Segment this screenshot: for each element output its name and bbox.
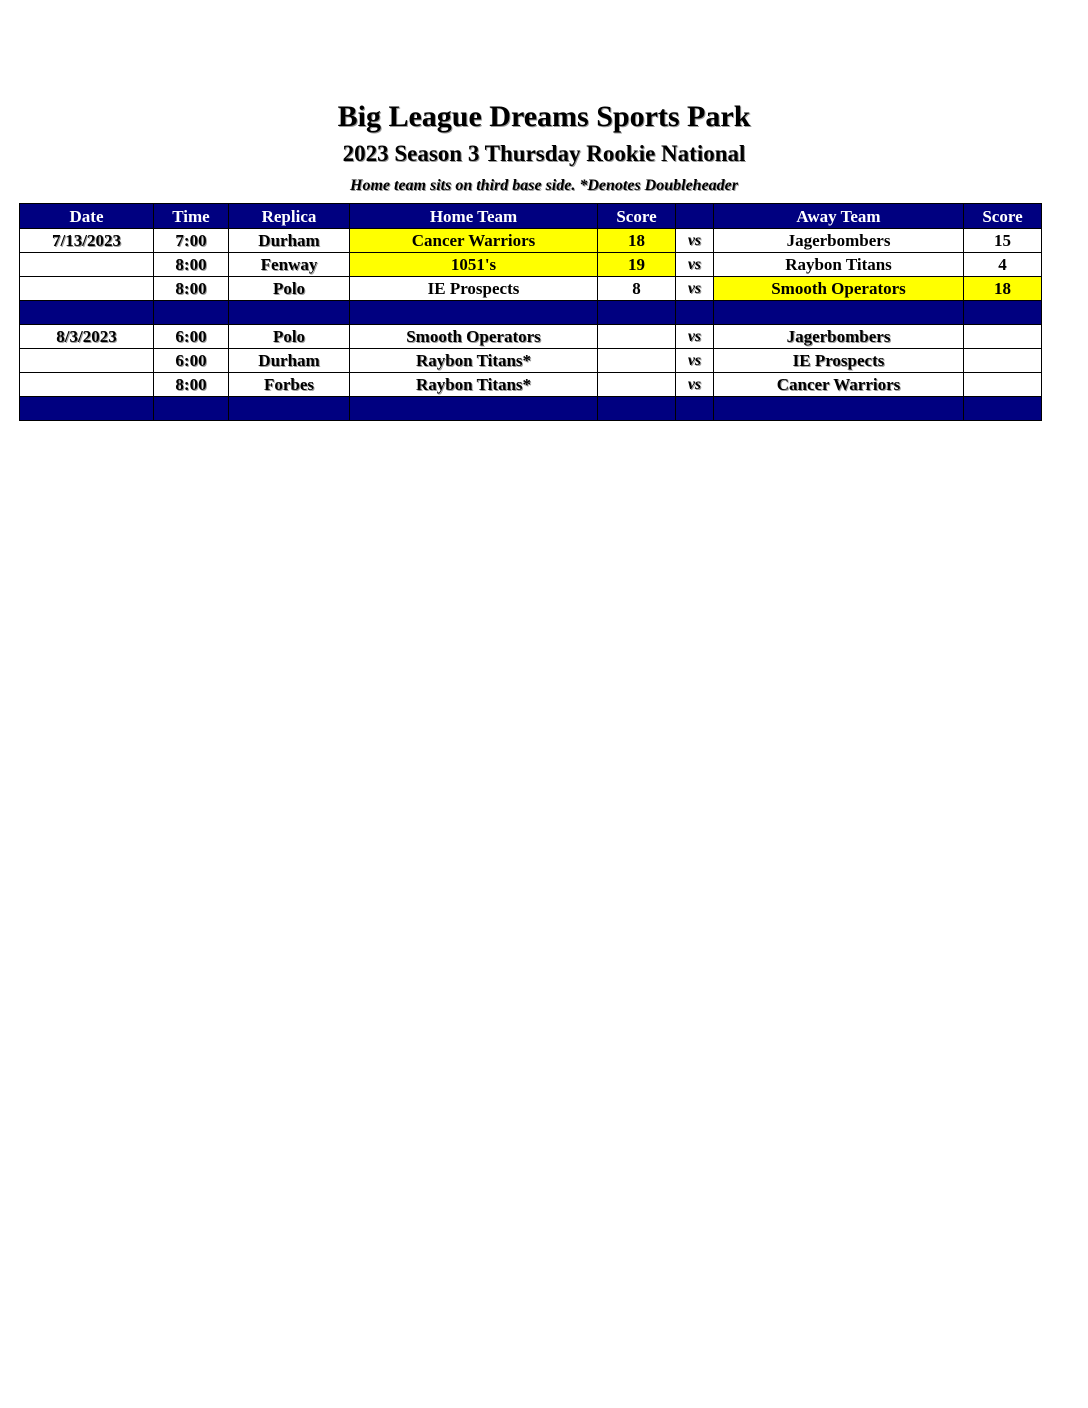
vs-label: vs (676, 277, 714, 301)
away-score (964, 373, 1042, 397)
away-score: 15 (964, 229, 1042, 253)
game-time: 8:00 (154, 253, 229, 277)
separator-cell (964, 397, 1042, 421)
header-row (20, 204, 1042, 229)
column-header-replica: Replica (229, 204, 350, 229)
away-team: Cancer Warriors (714, 373, 964, 397)
game-date: 8/3/2023 (20, 325, 154, 349)
game-time: 7:00 (154, 229, 229, 253)
game-replica: Forbes (229, 373, 350, 397)
away-score (964, 325, 1042, 349)
away-score: 4 (964, 253, 1042, 277)
home-team: IE Prospects (350, 277, 598, 301)
game-row (20, 349, 1042, 373)
separator-cell (350, 397, 598, 421)
column-header-home-score: Score (598, 204, 676, 229)
away-team: Jagerbombers (714, 325, 964, 349)
season-subtitle: 2023 Season 3 Thursday Rookie National (342, 141, 746, 166)
home-score: 18 (598, 229, 676, 253)
doubleheader-note: Home team sits on third base side. *Denotes Doubleheader (350, 177, 738, 194)
game-row (20, 325, 1042, 349)
home-score (598, 373, 676, 397)
game-row (20, 253, 1042, 277)
week-separator-row (20, 301, 1042, 325)
separator-cell (714, 301, 964, 325)
column-header-time: Time (154, 204, 229, 229)
vs-label: vs (676, 373, 714, 397)
game-row (20, 373, 1042, 397)
game-date (20, 277, 154, 301)
separator-cell (229, 397, 350, 421)
separator-cell (964, 301, 1042, 325)
home-team: Raybon Titans* (350, 349, 598, 373)
separator-cell (229, 301, 350, 325)
home-team: Cancer Warriors (350, 229, 598, 253)
away-team: Jagerbombers (714, 229, 964, 253)
column-header-home-team: Home Team (350, 204, 598, 229)
game-time: 6:00 (154, 349, 229, 373)
game-date (20, 253, 154, 277)
vs-label: vs (676, 253, 714, 277)
column-header-date: Date (20, 204, 154, 229)
home-team: 1051's (350, 253, 598, 277)
separator-cell (20, 397, 154, 421)
separator-cell (676, 301, 714, 325)
vs-label: vs (676, 325, 714, 349)
vs-label: vs (676, 349, 714, 373)
schedule-table (19, 203, 1042, 421)
separator-cell (676, 397, 714, 421)
game-replica: Polo (229, 277, 350, 301)
column-header-vs (676, 204, 714, 229)
game-time: 6:00 (154, 325, 229, 349)
game-replica: Durham (229, 349, 350, 373)
column-header-away-team: Away Team (714, 204, 964, 229)
game-time: 8:00 (154, 373, 229, 397)
column-header-away-score: Score (964, 204, 1042, 229)
home-score: 19 (598, 253, 676, 277)
separator-cell (598, 301, 676, 325)
away-score: 18 (964, 277, 1042, 301)
game-row (20, 277, 1042, 301)
game-replica: Fenway (229, 253, 350, 277)
page-title: Big League Dreams Sports Park (337, 100, 751, 133)
game-date: 7/13/2023 (20, 229, 154, 253)
separator-cell (350, 301, 598, 325)
game-date (20, 349, 154, 373)
game-replica: Polo (229, 325, 350, 349)
game-replica: Durham (229, 229, 350, 253)
home-score: 8 (598, 277, 676, 301)
game-time: 8:00 (154, 277, 229, 301)
away-team: Smooth Operators (714, 277, 964, 301)
away-score (964, 349, 1042, 373)
away-team: Raybon Titans (714, 253, 964, 277)
home-score (598, 349, 676, 373)
away-team: IE Prospects (714, 349, 964, 373)
separator-cell (714, 397, 964, 421)
separator-cell (154, 397, 229, 421)
vs-label: vs (676, 229, 714, 253)
week-separator-row (20, 397, 1042, 421)
home-score (598, 325, 676, 349)
separator-cell (598, 397, 676, 421)
separator-cell (154, 301, 229, 325)
separator-cell (20, 301, 154, 325)
game-row (20, 229, 1042, 253)
game-date (20, 373, 154, 397)
home-team: Raybon Titans* (350, 373, 598, 397)
home-team: Smooth Operators (350, 325, 598, 349)
